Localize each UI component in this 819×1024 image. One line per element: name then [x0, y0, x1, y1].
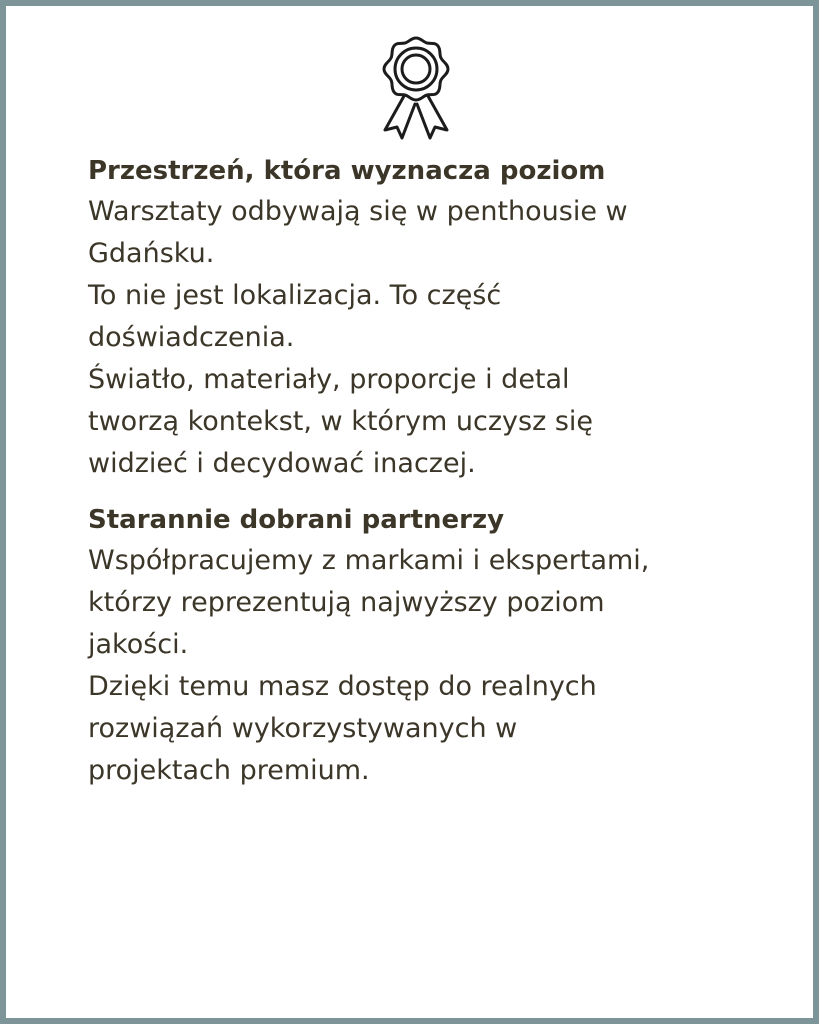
paragraph-line: tworzą kontekst, w którym uczysz się: [88, 406, 594, 437]
paragraph-line: którzy reprezentują najwyższy poziom: [88, 587, 605, 618]
paragraph-line: doświadczenia.: [88, 322, 295, 353]
paragraph-line: jakości.: [88, 629, 189, 660]
section-heading: Przestrzeń, która wyznacza poziom: [88, 156, 606, 186]
paragraph-line: Współpracujemy z markami i ekspertami,: [88, 545, 650, 576]
paragraph-line: To nie jest lokalizacja. To część: [88, 280, 502, 311]
paragraph-line: rozwiązań wykorzystywanych w: [88, 713, 518, 744]
section-partners: [88, 500, 778, 792]
paragraph-line: projektach premium.: [88, 755, 370, 786]
paragraph-line: Gdańsku.: [88, 238, 215, 269]
section-space: [88, 151, 778, 485]
award-ribbon-icon: [377, 34, 455, 140]
content: [88, 151, 778, 792]
paragraph-line: widzieć i decydować inaczej.: [88, 448, 476, 479]
paragraph-line: Dzięki temu masz dostęp do realnych: [88, 671, 597, 702]
paragraph-line: Warsztaty odbywają się w penthousie w: [88, 196, 628, 227]
paragraph-line: Światło, materiały, proporcje i detal: [88, 364, 570, 395]
section-heading: Starannie dobrani partnerzy: [88, 505, 505, 535]
